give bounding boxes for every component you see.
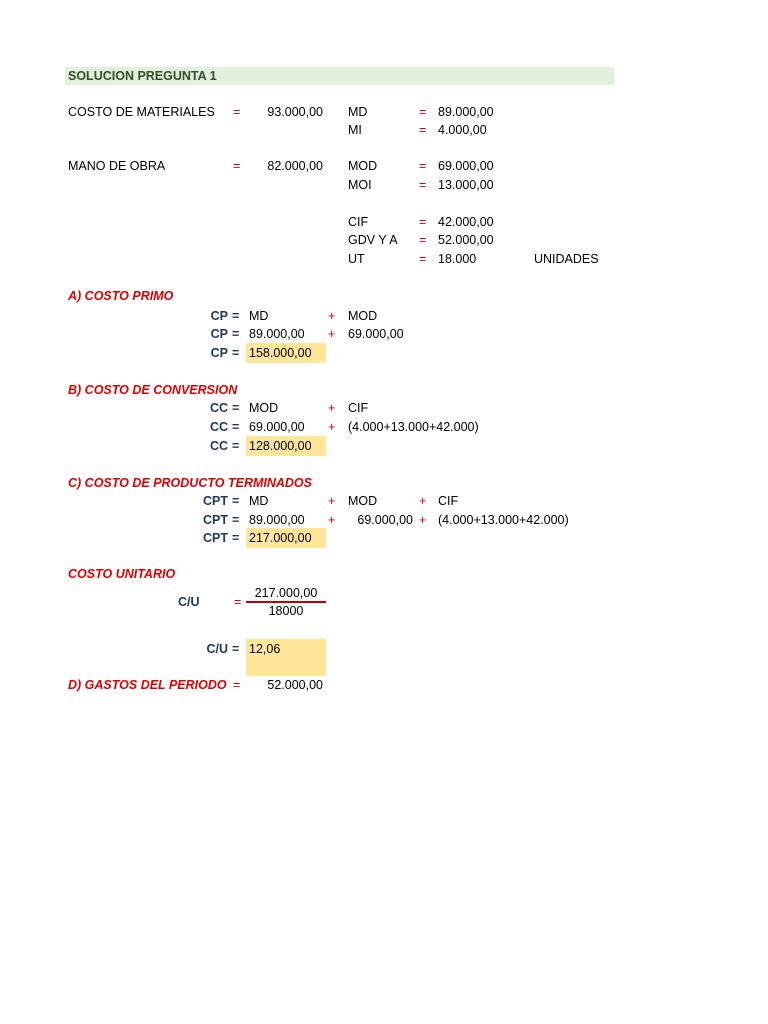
cu-numerator: 217.000,00	[254, 586, 318, 600]
cp-label-2: CP	[210, 327, 228, 341]
ut-eq: =	[419, 252, 427, 266]
mi-eq: =	[419, 123, 427, 137]
cc-eq-2: =	[232, 420, 240, 434]
ut-label: UT	[348, 252, 365, 266]
cp-eq-3: =	[232, 346, 240, 360]
section-c-title: C) COSTO DE PRODUCTO TERMINADOS	[68, 476, 312, 490]
cu-result: 12,06	[249, 642, 281, 656]
cp-v2-1: MOD	[348, 309, 378, 323]
cpt-label-1: CPT	[203, 494, 228, 508]
cc-label-1: CC	[209, 401, 228, 415]
cpt-op1-1: +	[328, 494, 336, 508]
cp-label-3: CP	[210, 346, 228, 360]
cc-op-1: +	[328, 401, 336, 415]
section-b-title: B) COSTO DE CONVERSION	[68, 383, 238, 397]
cu-eq: =	[234, 595, 242, 609]
cc-eq-1: =	[232, 401, 240, 415]
gdv-value: 52.000,00	[438, 233, 494, 247]
cu-label: C/U	[178, 595, 200, 609]
cp-eq-2: =	[232, 327, 240, 341]
moi-eq: =	[419, 178, 427, 192]
mod-value: 69.000,00	[438, 159, 494, 173]
cpt-v2-1: MOD	[348, 494, 378, 508]
md-value: 89.000,00	[438, 105, 494, 119]
gastos-eq: =	[233, 678, 241, 692]
materiales-value: 93.000,00	[267, 105, 323, 119]
cu-result-label: C/U	[206, 642, 228, 656]
cif-eq: =	[419, 215, 427, 229]
cif-label: CIF	[348, 215, 369, 229]
ut-value: 18.000	[438, 252, 477, 266]
cpt-op2-2: +	[419, 513, 427, 527]
cu-result-eq: =	[232, 642, 240, 656]
cpt-op2-1: +	[419, 494, 427, 508]
moi-value: 13.000,00	[438, 178, 494, 192]
cp-result: 158.000,00	[246, 343, 326, 363]
cpt-eq-1: =	[232, 494, 240, 508]
cpt-result: 217.000,00	[246, 528, 326, 548]
mano-obra-value: 82.000,00	[267, 159, 323, 173]
moi-label: MOI	[348, 178, 372, 192]
gastos-value: 52.000,00	[267, 678, 323, 692]
cc-v1-2: 69.000,00	[249, 420, 305, 434]
cp-v2-2: 69.000,00	[348, 327, 404, 341]
gdv-eq: =	[419, 233, 427, 247]
cc-label-2: CC	[209, 420, 228, 434]
mod-eq: =	[419, 159, 427, 173]
md-label: MD	[348, 105, 368, 119]
cpt-eq-2: =	[232, 513, 240, 527]
cc-v2-2: (4.000+13.000+42.000)	[348, 420, 479, 434]
cpt-v3-1: CIF	[438, 494, 459, 508]
cif-value: 42.000,00	[438, 215, 494, 229]
cp-eq-1: =	[232, 309, 240, 323]
mod-label: MOD	[348, 159, 378, 173]
cpt-v2-2: 69.000,00	[357, 513, 413, 527]
cpt-label-2: CPT	[203, 513, 228, 527]
unit-cost-title: COSTO UNITARIO	[68, 567, 176, 581]
cc-op-2: +	[328, 420, 336, 434]
cpt-v1-1: MD	[249, 494, 269, 508]
cpt-eq-3: =	[232, 531, 240, 545]
cc-v1-1: MOD	[249, 401, 279, 415]
mano-obra-label: MANO DE OBRA	[68, 159, 166, 173]
ut-unit: UNIDADES	[534, 252, 599, 266]
cp-v1-1: MD	[249, 309, 269, 323]
cp-op-1: +	[328, 309, 336, 323]
gdv-label: GDV Y A	[348, 233, 398, 247]
cp-v1-2: 89.000,00	[249, 327, 305, 341]
page-title: SOLUCION PREGUNTA 1	[68, 69, 217, 83]
cc-label-3: CC	[209, 439, 228, 453]
mi-value: 4.000,00	[438, 123, 487, 137]
cu-denominator: 18000	[268, 604, 304, 618]
mi-label: MI	[348, 123, 362, 137]
materiales-label: COSTO DE MATERIALES	[68, 105, 215, 119]
cpt-label-3: CPT	[203, 531, 228, 545]
cpt-v1-2: 89.000,00	[249, 513, 305, 527]
cc-v2-1: CIF	[348, 401, 369, 415]
section-d-title: D) GASTOS DEL PERIODO	[68, 678, 227, 692]
cpt-v3-2: (4.000+13.000+42.000)	[438, 513, 569, 527]
cp-op-2: +	[328, 327, 336, 341]
cc-eq-3: =	[232, 439, 240, 453]
cc-result: 128.000,00	[246, 436, 326, 456]
mano-obra-eq: =	[233, 159, 241, 173]
md-eq: =	[419, 105, 427, 119]
cpt-op1-2: +	[328, 513, 336, 527]
section-a-title: A) COSTO PRIMO	[68, 289, 174, 303]
materiales-eq: =	[233, 105, 241, 119]
cp-label-1: CP	[210, 309, 228, 323]
